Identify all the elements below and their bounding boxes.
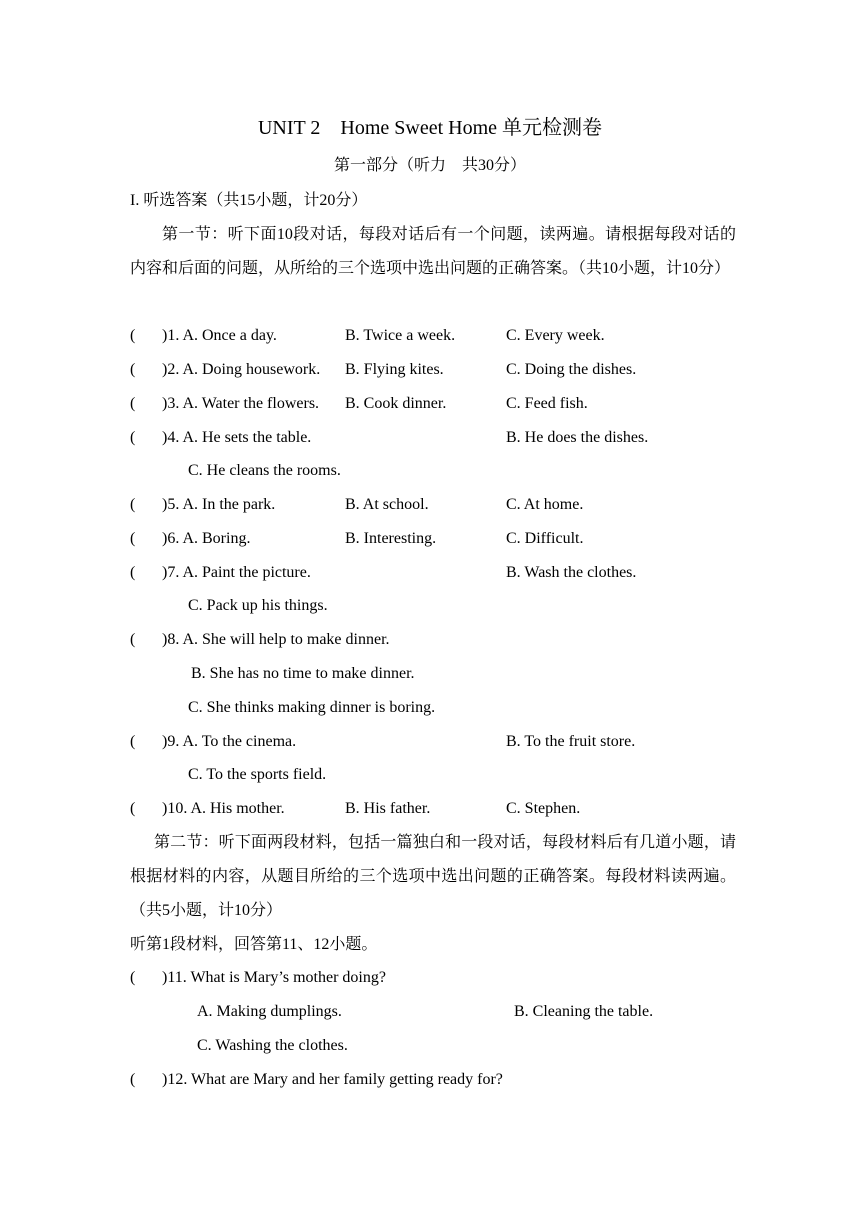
question-9-option-a: )9. A. To the cinema. [162, 733, 297, 750]
question-5-option-c: C. At home. [506, 496, 584, 513]
question-5-option-a: )5. A. In the park. [162, 496, 276, 513]
question-1-option-c: C. Every week. [506, 327, 605, 344]
question-8-option-b: B. She has no time to make dinner. [191, 665, 415, 682]
question-6-option-a: )6. A. Boring. [162, 530, 251, 547]
material-heading: 听第1段材料，回答第11、12小题。 [130, 936, 378, 953]
answer-bracket: ( [130, 631, 136, 648]
answer-bracket: ( [130, 969, 136, 986]
question-4-option-b: B. He does the dishes. [506, 429, 649, 446]
answer-bracket: ( [130, 327, 136, 344]
question-4-option-a: )4. A. He sets the table. [162, 429, 312, 446]
question-3-option-c: C. Feed fish. [506, 395, 588, 412]
question-10-option-b: B. His father. [345, 800, 431, 817]
question-6-option-b: B. Interesting. [345, 530, 437, 547]
question-8-option-a: )8. A. She will help to make dinner. [162, 631, 390, 648]
question-11-stem: )11. What is Mary’s mother doing? [162, 969, 386, 986]
question-7-option-c: C. Pack up his things. [188, 597, 328, 614]
question-6-option-c: C. Difficult. [506, 530, 584, 547]
question-1-option-a: )1. A. Once a day. [162, 327, 277, 344]
question-3-option-b: B. Cook dinner. [345, 395, 447, 412]
answer-bracket: ( [130, 530, 136, 547]
question-1-option-b: B. Twice a week. [345, 327, 456, 344]
question-2-option-b: B. Flying kites. [345, 361, 444, 378]
question-2-option-a: )2. A. Doing housework. [162, 361, 321, 378]
answer-bracket: ( [130, 1071, 136, 1088]
question-7-option-b: B. Wash the clothes. [506, 564, 637, 581]
question-9-option-c: C. To the sports field. [188, 766, 327, 783]
instruction-section2: 第二节：听下面两段材料，包括一篇独白和一段对话，每段材料后有几道小题，请根据材料的内容，从题目所给的三个选项中选出问题的正确答案。每段材料读两遍。（共5小题，计10分） [130, 834, 736, 919]
question-2-option-c: C. Doing the dishes. [506, 361, 637, 378]
question-5-option-b: B. At school. [345, 496, 429, 513]
question-7-option-a: )7. A. Paint the picture. [162, 564, 311, 581]
part-heading: 第一部分（听力 共30分） [333, 157, 526, 174]
answer-bracket: ( [130, 564, 136, 581]
answer-bracket: ( [130, 733, 136, 750]
question-10-option-a: )10. A. His mother. [162, 800, 285, 817]
question-11-option-c: C. Washing the clothes. [197, 1037, 348, 1054]
question-4-option-c: C. He cleans the rooms. [188, 462, 341, 479]
answer-bracket: ( [130, 496, 136, 513]
question-12-stem: )12. What are Mary and her family getting ready for? [162, 1071, 503, 1088]
question-9-option-b: B. To the fruit store. [506, 733, 636, 750]
question-3-option-a: )3. A. Water the flowers. [162, 395, 320, 412]
page-title: UNIT 2 Home Sweet Home 单元检测卷 [257, 117, 603, 139]
answer-bracket: ( [130, 800, 136, 817]
answer-bracket: ( [130, 395, 136, 412]
question-10-option-c: C. Stephen. [506, 800, 581, 817]
section-heading: I. 听选答案（共15小题，计20分） [130, 192, 368, 209]
answer-bracket: ( [130, 429, 136, 446]
instruction-section1: 第一节：听下面10段对话，每段对话后有一个问题，读两遍。请根据每段对话的内容和后面的问题，从所给的三个选项中选出问题的正确答案。（共10小题，计10分） [130, 226, 736, 277]
question-11-option-b: B. Cleaning the table. [514, 1003, 654, 1020]
question-11-option-a: A. Making dumplings. [197, 1003, 342, 1020]
answer-bracket: ( [130, 361, 136, 378]
question-8-option-c: C. She thinks making dinner is boring. [188, 699, 436, 716]
